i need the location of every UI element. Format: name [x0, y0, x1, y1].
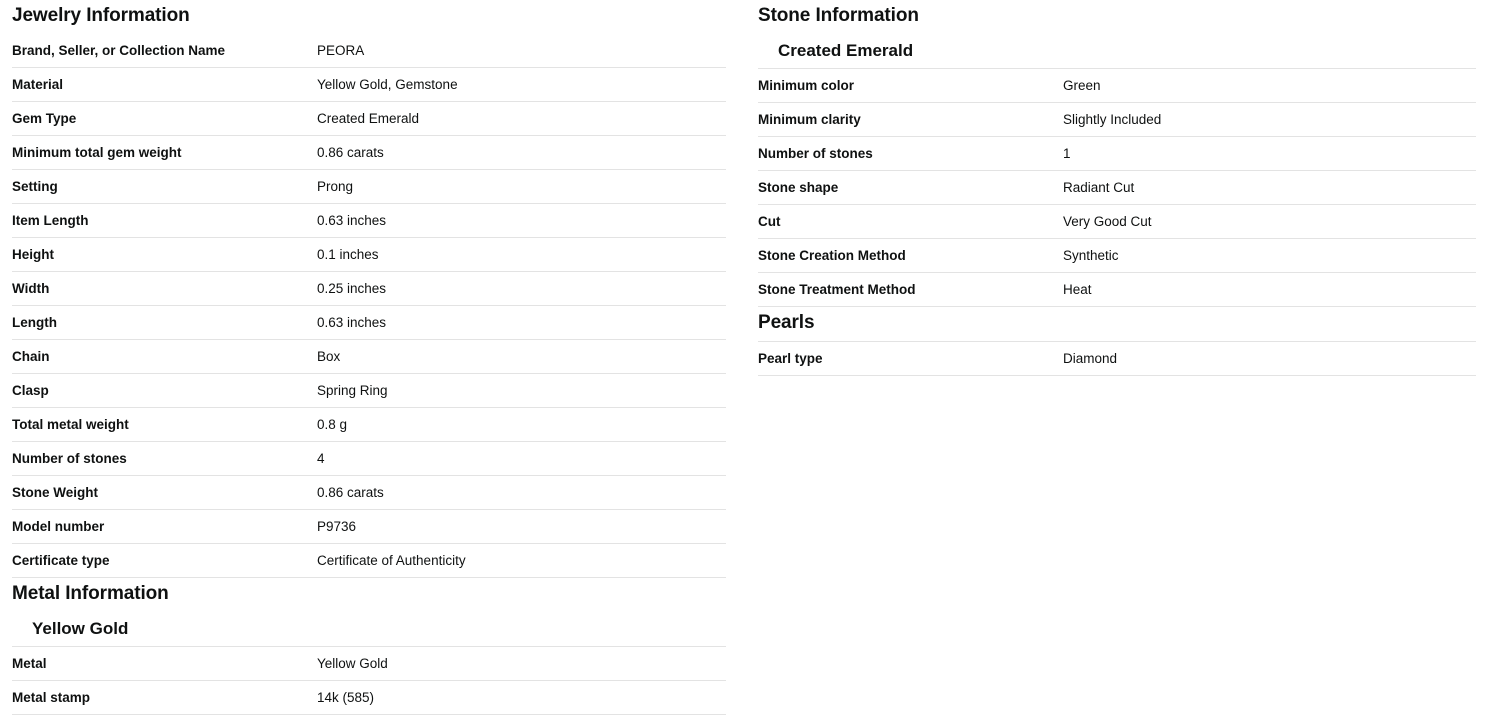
table-row	[758, 342, 1476, 376]
spec-value: 0.86 carats	[317, 485, 384, 500]
table-row	[758, 171, 1476, 205]
spec-value: 0.63 inches	[317, 315, 387, 330]
spec-key: Stone Creation Method	[758, 248, 906, 263]
table-row	[12, 510, 726, 544]
metal-information-rows	[12, 647, 726, 715]
spec-key: Number of stones	[758, 146, 873, 161]
spec-value: Created Emerald	[317, 111, 420, 126]
spec-key: Clasp	[12, 383, 49, 398]
table-row	[12, 68, 726, 102]
spec-key: Height	[12, 247, 54, 262]
spec-key: Gem Type	[12, 111, 77, 126]
stone-information-heading: Stone Information	[758, 5, 919, 26]
metal-information-heading: Metal Information	[12, 583, 169, 604]
table-row	[12, 374, 726, 408]
spec-value: Slightly Included	[1063, 112, 1162, 127]
spec-key: Minimum color	[758, 78, 855, 93]
spec-value: P9736	[317, 519, 357, 534]
table-row	[758, 205, 1476, 239]
spec-value: Spring Ring	[317, 383, 388, 398]
spec-key: Metal	[12, 656, 47, 671]
table-row	[12, 204, 726, 238]
table-row	[12, 136, 726, 170]
spec-key: Stone Weight	[12, 485, 98, 500]
jewelry-information-heading: Jewelry Information	[12, 5, 190, 26]
pearls-rows	[758, 342, 1476, 376]
spec-key: Minimum clarity	[758, 112, 861, 127]
table-row	[12, 102, 726, 136]
table-row	[758, 69, 1476, 103]
spec-value: Diamond	[1063, 351, 1118, 366]
table-row	[12, 647, 726, 681]
spec-value: 1	[1063, 146, 1071, 161]
spec-key: Material	[12, 77, 64, 92]
spec-key: Number of stones	[12, 451, 127, 466]
spec-key: Brand, Seller, or Collection Name	[12, 43, 226, 58]
stone-information-rows	[758, 69, 1476, 307]
spec-key: Item Length	[12, 213, 89, 228]
table-row	[12, 34, 726, 68]
spec-value: Green	[1063, 78, 1101, 93]
spec-key: Minimum total gem weight	[12, 145, 182, 160]
table-row	[12, 170, 726, 204]
spec-key: Length	[12, 315, 57, 330]
table-row	[758, 103, 1476, 137]
spec-value: Prong	[317, 179, 354, 194]
spec-value: Radiant Cut	[1063, 180, 1135, 195]
spec-value: Yellow Gold, Gemstone	[317, 77, 458, 92]
spec-value: Very Good Cut	[1063, 214, 1152, 229]
spec-key: Pearl type	[758, 351, 823, 366]
pearls-heading: Pearls	[758, 307, 1476, 342]
jewelry-information-table	[12, 34, 726, 578]
table-row	[12, 340, 726, 374]
table-row	[12, 476, 726, 510]
spec-key: Cut	[758, 214, 781, 229]
spec-key: Metal stamp	[12, 690, 91, 705]
spec-key: Stone shape	[758, 180, 839, 195]
spec-value: 0.25 inches	[317, 281, 387, 296]
right-column	[758, 0, 1476, 376]
spec-value: 0.86 carats	[317, 145, 384, 160]
spec-value: 0.8 g	[317, 417, 348, 432]
table-row	[12, 544, 726, 578]
table-row	[758, 273, 1476, 307]
left-column	[12, 0, 726, 715]
table-row	[12, 272, 726, 306]
jewelry-information-rows	[12, 34, 726, 578]
spec-key: Certificate type	[12, 553, 110, 568]
table-row	[12, 681, 726, 715]
pearls-table	[758, 342, 1476, 376]
spec-value: Certificate of Authenticity	[317, 553, 466, 568]
table-row	[12, 238, 726, 272]
stone-subsection-heading: Created Emerald	[758, 34, 1476, 69]
table-row	[12, 408, 726, 442]
spec-value: Synthetic	[1063, 248, 1119, 263]
spec-key: Setting	[12, 179, 58, 194]
stone-information-table	[758, 69, 1476, 307]
spec-key: Model number	[12, 519, 105, 534]
spec-value: PEORA	[317, 43, 365, 58]
table-row	[758, 137, 1476, 171]
table-row	[12, 306, 726, 340]
spec-key: Chain	[12, 349, 50, 364]
metal-information-table	[12, 647, 726, 715]
spec-key: Width	[12, 281, 50, 296]
table-row	[758, 239, 1476, 273]
table-row	[12, 442, 726, 476]
spec-value: Heat	[1063, 282, 1092, 297]
spec-value: Box	[317, 349, 341, 364]
spec-value: 0.63 inches	[317, 213, 387, 228]
spec-value: 14k (585)	[317, 690, 375, 705]
spec-value: 0.1 inches	[317, 247, 379, 262]
spec-value: 4	[317, 451, 325, 466]
spec-key: Stone Treatment Method	[758, 282, 916, 297]
metal-subsection-heading: Yellow Gold	[12, 612, 726, 647]
spec-value: Yellow Gold	[317, 656, 388, 671]
spec-key: Total metal weight	[12, 417, 129, 432]
